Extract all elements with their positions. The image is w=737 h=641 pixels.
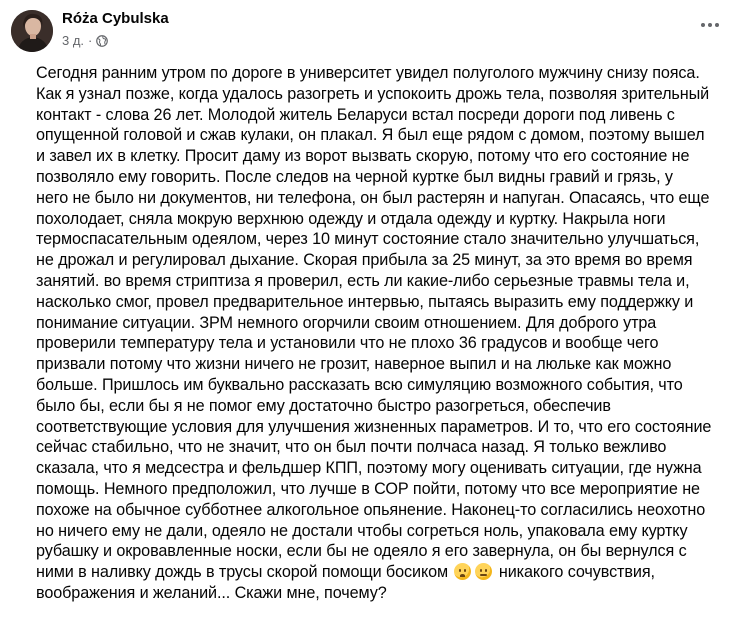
post-time[interactable]: 3 д. [62,33,85,48]
post-line: термоспасательным одеялом, через 10 минут состояние стало значительно улучшаться, [36,230,700,249]
more-options-icon [701,23,719,27]
post-line: занятий. во время стриптиза я проверил, есть ли какие-либо серьезные травмы тела и, [36,271,690,290]
post-text [36,63,732,604]
post-line: и завел их в клетку. Просит даму из ворот вызвать скорую, потому что его состояние не [36,147,690,166]
post-line: него не было ни документов, ни телефона, он был растерян и напуган. Опасаясь, что еще [36,188,710,207]
post-line: сейчас стабильно, что не значит, что он был почти полчаса назад. Я только вежливо [36,438,667,457]
author-name[interactable]: Róża Cybulska [62,10,169,27]
author-avatar[interactable] [11,10,53,52]
disappointed-face-emoji [454,563,471,580]
post-line: Сегодня ранним утром по дороге в университет увидел полуголого мужчину снизу пояса. [36,64,700,82]
post-line: не дрожал и регулировал дыхание. Скорая прибыла за 25 минут, за это время во время [36,251,693,270]
post-line: больше. Пришлось им буквально рассказать всю симуляцию возможного события, что [36,375,683,394]
post-line: Как я узнал позже, когда удалось разогреть и успокоить дрожь тела, позволяя зрительный [36,84,710,103]
globe-icon[interactable] [96,35,108,47]
post-line: воображения и желаний... Скажи мне, почему? [36,583,387,602]
post-options-button[interactable] [697,12,723,38]
frowning-face-emoji [475,563,492,580]
post-line: было бы, если бы я не помог ему достаточно быстро разогреться, обеспечив [36,396,611,415]
post-line: сказала, что я медсестра и фельдшер КПП, поэтому могу оценивать ситуации, где нужна [36,459,702,478]
post-line-tail: никакого сочувствия, [498,563,655,582]
post-line: призвали потому что жизни ничего не грозит, наверное выпил и на люльке как можно [36,355,672,374]
post-line: контакт - слова 26 лет. Молодой житель Беларуси встал посреди дороги под ливень с [36,105,675,124]
post-line: но ничего ему не дали, одеяло не достали чтобы согреться ноль, упаковала ему куртку [36,521,688,540]
post-meta [62,33,108,48]
post-line: насколько смог, провел предварительное интервью, пытаясь выразить ему поддержку и [36,292,694,311]
post-line-segment: ними в наливку дождь в трусы скорой помощи босиком [36,563,449,582]
post-line: рубашку и окровавленные носки, если бы не одеяло я его завернула, он бы вернулся с [36,542,687,561]
post-line: проверили температуру тела и установили что не плохо 36 градусов и вообще чего [36,334,659,353]
meta-separator: · [88,33,93,48]
post-line: понимание ситуации. ЗРМ немного огорчили своим отношением. Для доброго утра [36,313,657,332]
post-line: позволяло ему говорить. После следов на черной куртке был видны гравий и грязь, у [36,167,673,186]
post-line: похоже на обычное субботнее алкогольное опьянение. Наконец-то согласились неохотно [36,500,706,519]
post-line: опущенной головой и сжав кулаки, он плакал. Я был еще рядом с домом, поэтому вышел [36,126,705,145]
post-line: соответствующие условия для улучшения жизненных параметров. И то, что его состояние [36,417,712,436]
post-line: похолодает, сняла мокрую верхнюю одежду и отдала одежду и куртку. Накрыла ноги [36,209,666,228]
post-line: помощь. Немного предположил, что лучше в СОР пойти, потому что все мероприятие не [36,479,700,498]
post-line-with-emoji [36,562,732,583]
avatar-portrait [11,10,53,52]
